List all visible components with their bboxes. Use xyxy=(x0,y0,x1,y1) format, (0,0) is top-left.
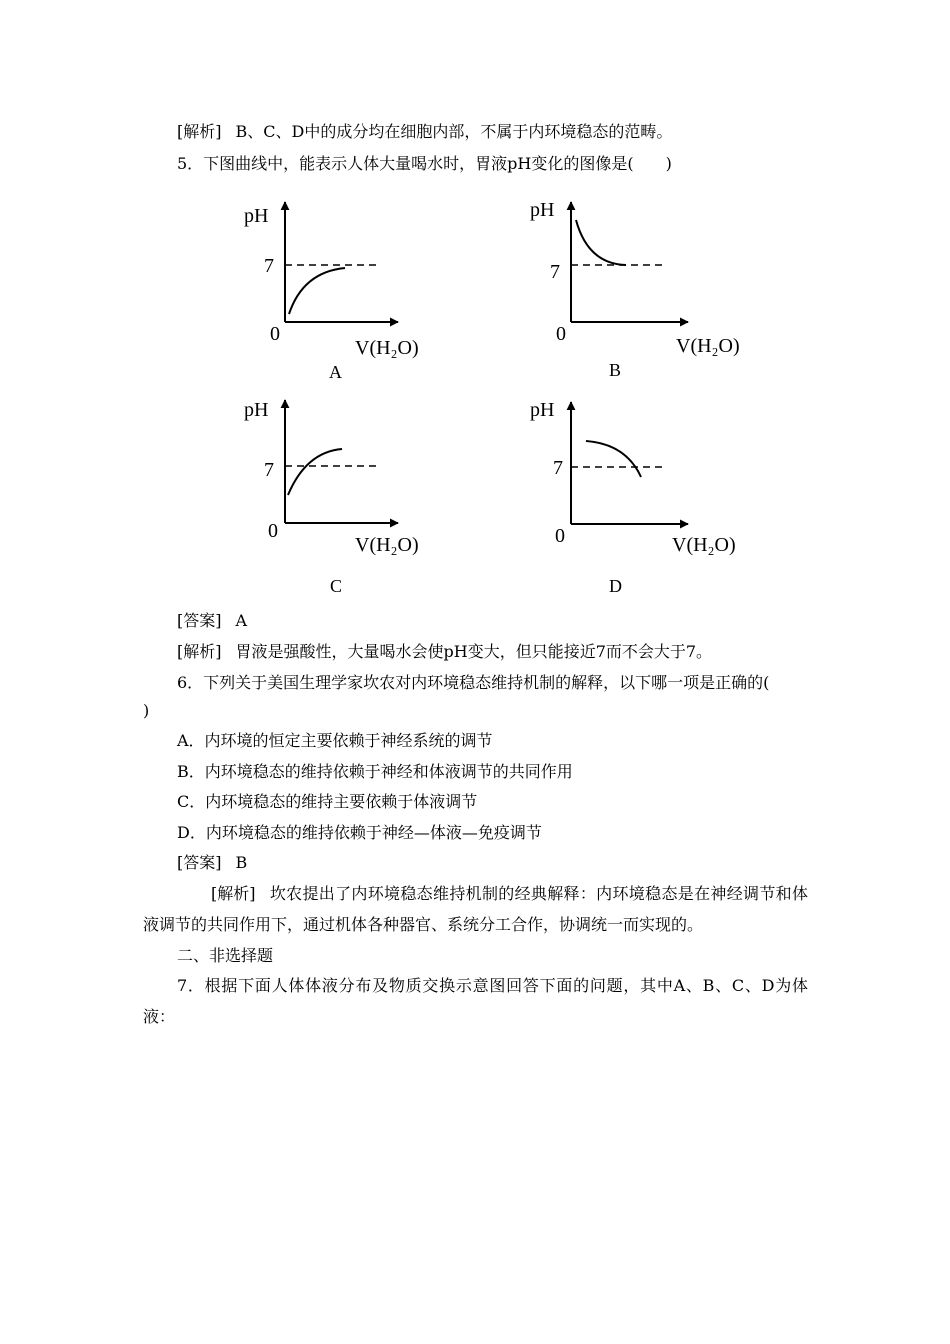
graph-letter: A xyxy=(329,362,342,382)
ph-curve xyxy=(289,268,345,314)
q6-option-d: D．内环境稳态的维持依赖于神经—体液—免疫调节 xyxy=(177,823,542,842)
graph-d xyxy=(530,399,736,596)
q6-stem-line1: 6．下列关于美国生理学家坎农对内环境稳态维持机制的解释，以下哪一项是正确的( xyxy=(177,673,770,692)
q5-answer xyxy=(177,611,247,631)
reference-label: 7 xyxy=(553,457,563,479)
x-axis-label: V(H₂O) xyxy=(676,335,740,357)
graph-letter: B xyxy=(609,360,622,380)
q6-stem-line2: ) xyxy=(143,701,150,720)
ph-curve xyxy=(586,441,641,477)
y-axis-label: pH xyxy=(244,205,269,227)
q6-option-b: B．内环境稳态的维持依赖于神经和体液调节的共同作用 xyxy=(177,762,573,781)
q4-analysis xyxy=(177,122,672,142)
q5-stem: 5．下图曲线中，能表示人体大量喝水时，胃液pH变化的图像是( ) xyxy=(177,154,672,173)
origin-label: 0 xyxy=(556,323,566,345)
analysis-tag: [解析] xyxy=(177,122,222,141)
q5-graphs xyxy=(0,190,950,610)
analysis-text: 胃液是强酸性，大量喝水会使pH变大，但只能接近7而不会大于7。 xyxy=(235,642,713,661)
x-axis-label: V(H₂O) xyxy=(355,534,419,556)
graph-b xyxy=(530,199,740,380)
q6-analysis xyxy=(143,878,808,940)
y-axis-label: pH xyxy=(530,399,555,421)
origin-label: 0 xyxy=(268,520,278,542)
origin-label: 0 xyxy=(555,525,565,547)
y-axis-label: pH xyxy=(244,399,269,421)
reference-label: 7 xyxy=(550,261,560,283)
answer-value: B xyxy=(235,853,248,872)
answer-tag: [答案] xyxy=(177,611,222,630)
reference-label: 7 xyxy=(264,255,274,277)
ph-curve xyxy=(288,449,342,495)
graph-letter: D xyxy=(609,576,622,596)
x-axis-label: V(H₂O) xyxy=(355,337,419,359)
section-heading: 二、非选择题 xyxy=(177,946,274,965)
y-axis-label: pH xyxy=(530,199,555,221)
analysis-tag: [解析] xyxy=(211,884,256,903)
q5-analysis xyxy=(177,642,712,662)
x-axis-label: V(H₂O) xyxy=(672,534,736,556)
analysis-tag: [解析] xyxy=(177,642,222,661)
graph-a xyxy=(244,202,419,382)
q6-option-a: A．内环境的恒定主要依赖于神经系统的调节 xyxy=(177,731,493,750)
reference-label: 7 xyxy=(264,459,274,481)
answer-tag: [答案] xyxy=(177,853,222,872)
q7-stem: 7．根据下面人体体液分布及物质交换示意图回答下面的问题，其中A、B、C、D为体液： xyxy=(143,976,808,1026)
graph-letter: C xyxy=(330,576,343,596)
q6-option-c: C．内环境稳态的维持主要依赖于体液调节 xyxy=(177,792,478,811)
analysis-text: 坎农提出了内环境稳态维持机制的经典解释：内环境稳态是在神经调节和体液调节的共同作用下，通过机体各种器官、系统分工合作，协调统一而实现的。 xyxy=(143,884,808,934)
analysis-text: B、C、D中的成分均在细胞内部，不属于内环境稳态的范畴。 xyxy=(235,122,673,141)
answer-value: A xyxy=(235,611,248,630)
ph-curve xyxy=(576,220,626,265)
origin-label: 0 xyxy=(270,323,280,345)
graph-c xyxy=(244,399,419,596)
q6-answer xyxy=(177,853,247,873)
